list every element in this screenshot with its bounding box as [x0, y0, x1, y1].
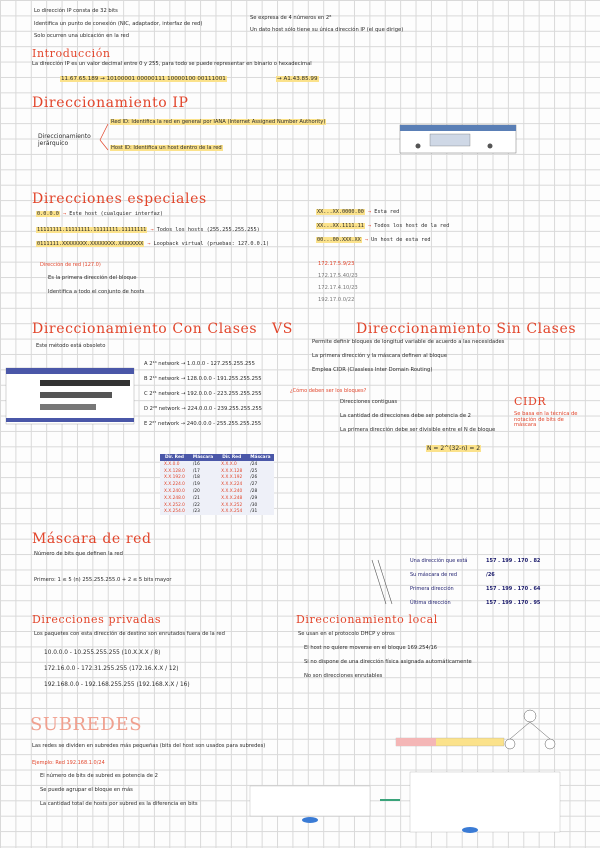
mask-table-cell: X.X.224.0	[160, 481, 189, 488]
cidr-example-value: 157 . 199 . 170 . 95	[486, 600, 541, 606]
classless-formula: N = 2^(32-n) = 2	[427, 445, 481, 452]
private-row-1: 10.0.0.0 - 10.255.255.255 (10.X.X.X / 8)	[44, 650, 161, 656]
intro-hex: → A1.43.85.99	[277, 76, 318, 82]
top-note-4: Se expresa de 4 números en 2⁸	[250, 15, 332, 21]
mask-table-cell: /21	[189, 495, 217, 502]
subnets-title: SUBREDES	[30, 714, 143, 735]
mask-table-cell: /16	[189, 461, 217, 468]
red-id-note: Red ID: Identifica la red en general por IANA (Internet Assigned Number Authority)	[111, 119, 326, 125]
mask-table-cell: /17	[189, 468, 217, 475]
cidr-label: CIDR	[514, 395, 547, 408]
vs-label: VS	[272, 321, 293, 337]
private-row-2: 172.16.0.0 - 172.31.255.255 (172.16.X.X / 12)	[44, 666, 179, 672]
cidr-example-label: Última dirección	[410, 600, 451, 606]
mask-table-cell: X.X.X.128	[217, 468, 246, 475]
subnets-note-2: Se puede agrupar el bloque en más	[40, 787, 133, 793]
mask-table-cell: X.X.240.0	[160, 488, 189, 495]
local-note-3: Si no dispone de una dirección física asignada automáticamente	[304, 659, 472, 665]
class-a: A 2¹⁴ network → 1.0.0.0 - 127.255.255.255	[144, 361, 255, 367]
top-note-1: Lo dirección IP consta de 32 bits	[34, 8, 118, 14]
mask-table-cell: X.X.X.0	[217, 461, 246, 468]
host-id-note: Host ID: Identifica un host dentro de la red	[111, 145, 222, 151]
special-right-3: 00...00.XXX.XX → Un host de esta red	[317, 237, 431, 243]
mask-example: Primero: 1 ≤ 5 (n) 255.255.255.0 + 2 ≤ 5 bits mayor	[34, 577, 172, 583]
mask-table-cell: /22	[189, 502, 217, 509]
mask-table-cell: /23	[189, 508, 217, 515]
special-right-1: XX...XX.0000.00 → Esta red	[317, 209, 400, 215]
mask-table-cell: /31	[246, 508, 274, 515]
special-row-1: 0.0.0.0 → Este host (cualquier interfaz)	[37, 211, 163, 217]
mask-table-cell: X.X.X.248	[217, 495, 246, 502]
mask-table-cell: X.X.X.252	[217, 502, 246, 509]
classless-question: ¿Cómo deben ser los bloques?	[290, 388, 367, 394]
condition-3: La primera dirección debe ser divisible entre el N de bloque	[340, 427, 496, 433]
classful-title: Direccionamiento Con Clases	[32, 321, 258, 337]
local-title: Direccionamiento local	[296, 613, 438, 626]
mask-title: Máscara de red	[32, 531, 152, 547]
cidr-example-label: Su máscara de red	[410, 572, 458, 578]
hierarchical-label: Direccionamiento jerárquico	[38, 133, 91, 147]
class-b: B 2¹⁴ network → 128.0.0.0 - 191.255.255.255	[144, 376, 262, 382]
local-note-1: Se usan en el protocolo DHCP y otros	[298, 631, 395, 637]
special-title: Direcciones especiales	[32, 191, 207, 207]
loopback-note-1: Es la primera dirección del bloque	[48, 275, 137, 281]
subnets-example: Ejemplo: Red 192.168.1.0/24	[32, 760, 105, 766]
cidr-example-label: Una dirección que está	[410, 558, 468, 564]
classless-note-1: Permite definir bloques de longitud variable de acuerdo a las necesidades	[312, 339, 505, 345]
mask-table-cell: X.X.X.224	[217, 481, 246, 488]
mask-table-cell: X.X.192.0	[160, 475, 189, 482]
top-note-3: Solo ocurren una ubicación en la red	[34, 33, 129, 39]
mask-table-cell: X.X.254.0	[160, 508, 189, 515]
private-title: Direcciones privadas	[32, 613, 162, 626]
mask-table-cell: /28	[246, 488, 274, 495]
top-note-5: Un dato host sólo tiene su única dirección IP (el que dirige)	[250, 27, 404, 33]
class-d: D 2²⁸ network → 224.0.0.0 - 239.255.255.255	[144, 406, 262, 412]
mask-table-cell: /30	[246, 502, 274, 509]
mask-table-cell: /18	[189, 475, 217, 482]
subnets-text: Las redes se dividen en subredes más pequeñas (bits del host son usados para subredes)	[32, 743, 266, 749]
cidr-example-label: Primera dirección	[410, 586, 454, 592]
mask-table-cell: X.X.252.0	[160, 502, 189, 509]
intro-text: La dirección IP es un valor decimal entre 0 y 255, para todo se puede representar en binario o hexadecimal	[32, 61, 312, 67]
mask-table-cell: X.X.X.254	[217, 508, 246, 515]
circle-addr-4: 192.17.0.0/22	[318, 297, 355, 303]
cidr-example-value: /26	[486, 572, 495, 578]
classful-subtitle: Este método está obsoleto	[36, 343, 106, 349]
classless-title: Direccionamiento Sin Clases	[356, 321, 577, 337]
local-note-2: El host no quiere moverse en el bloque 169.254/16	[304, 645, 438, 651]
mask-table-cell: X.X.128.0	[160, 468, 189, 475]
special-row-3: 0111111.XXXXXXXX.XXXXXXXX.XXXXXXXX → Loopback virtual (pruebas: 127.0.0.1)	[37, 241, 270, 247]
mask-table-cell: /29	[246, 495, 274, 502]
condition-2: La cantidad de direcciones debe ser potencia de 2	[340, 413, 471, 419]
mask-table-cell: /26	[246, 475, 274, 482]
intro-title: Introducción	[32, 47, 111, 60]
mask-table-cell: /24	[246, 461, 274, 468]
circle-addr-2: 172.17.5.40/23	[318, 273, 358, 279]
mask-table-cell: /19	[189, 481, 217, 488]
mask-table-cell: X.X.X.240	[217, 488, 246, 495]
mask-table-cell: X.X.X.192	[217, 475, 246, 482]
private-text: Los paquetes con esta dirección de destino son enrutados fuera de la red	[34, 631, 225, 637]
subnets-note-3: La cantidad total de hosts por subred es la diferencia en bits	[40, 801, 198, 807]
loopback-note-2: Identifica a todo el conjunto de hosts	[48, 289, 145, 295]
mask-table-cell: /25	[246, 468, 274, 475]
classless-note-3: Emplea CIDR (Classless Inter Domain Routing)	[312, 367, 433, 373]
intro-binary: 11.67.65.189 → 10100001 00000111 10000100 00111001	[61, 76, 226, 82]
private-row-3: 192.168.0.0 - 192.168.255.255 (192.168.X.X / 16)	[44, 682, 190, 688]
mask-table-cell: /20	[189, 488, 217, 495]
cidr-example-value: 157 . 199 . 170 . 82	[486, 558, 541, 564]
cidr-example-value: 157 . 199 . 170 . 64	[486, 586, 541, 592]
mask-table-header: Dir. Red	[160, 454, 189, 461]
condition-1: Direcciones contiguas	[340, 399, 398, 405]
special-row-2: 11111111.11111111.11111111.11111111 → Todos los hosts (255.255.255.255)	[37, 227, 260, 233]
class-c: C 2²¹ network → 192.0.0.0 - 223.255.255.255	[144, 391, 262, 397]
cidr-note: Se basa en la técnica de notación de bits de máscara	[514, 411, 578, 429]
mask-table-cell: X.X.0.0	[160, 461, 189, 468]
mask-text: Número de bits que definen la red	[34, 551, 123, 557]
ip-addressing-title: Direccionamiento IP	[32, 95, 189, 111]
circle-addr-3: 172.17.4.10/23	[318, 285, 358, 291]
classless-note-2: La primera dirección y la máscara definen al bloque	[312, 353, 448, 359]
local-note-4: No son direcciones enrutables	[304, 673, 383, 679]
mask-table-header: Dir. Red	[217, 454, 246, 461]
special-right-2: XX...XX.1111.11 → Todos los host de la red	[317, 223, 450, 229]
loopback-title: Dirección de red (127.0)	[40, 262, 101, 268]
circle-addr-1: 172.17.5.9/23	[318, 261, 355, 267]
mask-table-header: Máscara	[189, 454, 217, 461]
mask-table-cell: X.X.248.0	[160, 495, 189, 502]
top-note-2: Identifica un punto de conexión (NIC, adaptador, interfaz de red)	[34, 21, 203, 27]
class-e: E 2²⁷ network → 240.0.0.0 - 255.255.255.255	[144, 421, 262, 427]
mask-table-cell: /27	[246, 481, 274, 488]
mask-table-header: Máscara	[246, 454, 274, 461]
subnets-note-1: El número de bits de subred es potencia de 2	[40, 773, 158, 779]
